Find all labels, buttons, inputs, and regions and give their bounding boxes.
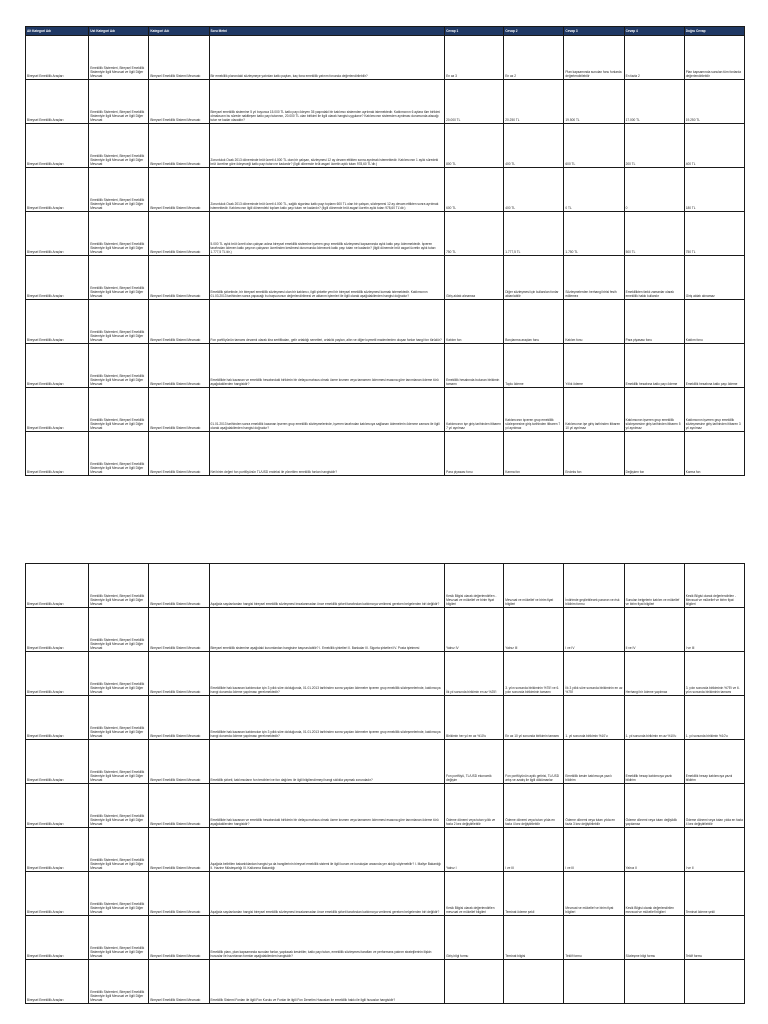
kategori-cell: Bireysel Emeklilik Sistemi Mevzuatı <box>149 916 209 960</box>
kategori-cell: Bireysel Emeklilik Sistemi Mevzuatı <box>149 564 209 608</box>
answer-3-cell: I ve III <box>564 828 624 872</box>
answer-4-cell: Yalnız II <box>624 828 684 872</box>
alt-kategori-cell: Bireysel Emeklilik Araçları <box>26 256 89 300</box>
question-text-cell: Bireysel emeklilik sistemine aşağıdaki kurumlardan hangisine başvurulabilir? I. Emeklilik şirketleri II. Bankalar III. Sigorta şirketleri IV. Posta işletmesi <box>209 608 445 652</box>
kategori-cell: Bireysel Emeklilik Sistemi Mevzuatı <box>149 740 209 784</box>
answer-3-cell: Katılımcının işe giriş tarihinden itibaren 10 yıl ayrılmaz <box>564 388 624 432</box>
answer-3-cell <box>564 960 624 1004</box>
alt-kategori-cell: Bireysel Emeklilik Araçları <box>26 36 89 80</box>
correct-answer-cell: Katılım fonu <box>684 300 744 344</box>
alt-kategori-cell: Bireysel Emeklilik Araçları <box>26 960 89 1004</box>
correct-answer-cell: Plan kapsamında sunulan tüm fonlarda değerlendirilebilir <box>684 36 744 80</box>
table-row <box>26 872 745 916</box>
alt-kategori-cell: Bireysel Emeklilik Araçları <box>26 740 89 784</box>
answer-4-cell: En fazla 2 <box>624 36 684 80</box>
answer-2-cell: Fon portföyünün aylık getirisi, TL/USD artış ve azalış ile ilgili dökümanlar <box>504 740 564 784</box>
answer-1-cell: 800 TL <box>445 124 504 168</box>
answer-4-cell: Sözleşme bilgi formu <box>624 916 684 960</box>
header-row <box>26 27 745 36</box>
alt-kategori-cell: Bireysel Emeklilik Araçları <box>26 388 89 432</box>
alt-kategori-cell: Bireysel Emeklilik Araçları <box>26 344 89 388</box>
question-table-page-2 <box>25 563 745 1004</box>
answer-3-cell: 0 TL <box>564 168 624 212</box>
answer-1-cell: Fon portföyü, TL/USD ekonomik değişim <box>445 740 504 784</box>
kategori-cell: Bireysel Emeklilik Sistemi Mevzuatı <box>149 872 209 916</box>
table-row <box>26 388 745 432</box>
answer-2-cell: Ödeme dönemi veya tutarı yılda en fazla 4 kez değiştirilebilir <box>504 784 564 828</box>
question-text-cell: Emeklilikte hak kazanan ve emeklilik hesabındaki birikimin bir defaya mahsus olmak üzere kısmen veya tamamen ödenmesi esasına göre tanımlanan ödeme türü aşağıdakilerden hangisidir? <box>209 344 445 388</box>
kategori-cell: Bireysel Emeklilik Sistemi Mevzuatı <box>149 784 209 828</box>
ust-kategori-cell: Emeklilik Sistemleri, Bireysel Emeklilik Sistemiyle İlgili Mevzuat ve İlgili Diğer Mevzuat <box>89 740 149 784</box>
correct-answer-cell: Teklif formu <box>684 916 744 960</box>
ust-kategori-cell: Emeklilik Sistemleri, Bireysel Emeklilik Sistemiyle İlgili Mevzuat ve İlgili Diğer Mevzuat <box>89 916 149 960</box>
answer-2-cell: 3. yılın sonunda birikiminin %75'i ve 6. yılın sonunda birikiminin tamamı <box>504 652 564 696</box>
alt-kategori-cell: Bireysel Emeklilik Araçları <box>26 828 89 872</box>
answer-3-cell: Yıllık ödeme <box>564 344 624 388</box>
table-row <box>26 652 745 696</box>
correct-answer-cell: 180 TL <box>684 168 744 212</box>
answer-2-cell: 1.777,5 TL <box>504 212 564 256</box>
kategori-cell: Bireysel Emeklilik Sistemi Mevzuatı <box>149 432 209 476</box>
correct-answer-cell: 750 TL <box>684 212 744 256</box>
correct-answer-cell: Emeklilik hesap katılımcıya yazılı bildirim <box>684 740 744 784</box>
answer-1-cell: Birikimin her yıl en az %10'u <box>445 696 504 740</box>
answer-2-cell <box>504 960 564 1004</box>
answer-1-cell: Yalnız I <box>445 828 504 872</box>
answer-4-cell: Para piyasası fonu <box>624 300 684 344</box>
correct-answer-cell: Karma fon <box>684 432 744 476</box>
answer-1-cell: En az 3 <box>445 36 504 80</box>
correct-answer-cell: Teminat ödeme şekli <box>684 872 744 916</box>
answer-3-cell: Plan kapsamında sunulan fonu fonlarda değerlendirilebilir <box>564 36 624 80</box>
correct-answer-cell: 3. yılın sonunda birikiminin %75'i ve 6. yılın sonunda birikiminin tamamı <box>684 652 744 696</box>
answer-1-cell: Emeklilik hesabında bulunan birikimin tamamı <box>445 344 504 388</box>
alt-kategori-cell: Bireysel Emeklilik Araçları <box>26 652 89 696</box>
correct-answer-cell: Ödeme dönemi veya tutarı yılda en fazla 4 kez değiştirilebilir <box>684 784 744 828</box>
answer-4-cell: 0 <box>624 168 684 212</box>
answer-3-cell: Endeks fon <box>564 432 624 476</box>
question-text-cell: Emeklilik şirketi, katılımcıların fon tercihleri ve fon dağılımı ile ilgili bilgilendirmeyi hangi sıklıkla yapmak zorundadır? <box>209 740 445 784</box>
answer-3-cell: 600 TL <box>564 124 624 168</box>
alt-kategori-cell: Bireysel Emeklilik Araçları <box>26 784 89 828</box>
kategori-cell: Bireysel Emeklilik Sistemi Mevzuatı <box>149 344 209 388</box>
answer-4-cell: Kesik Bilgisi olarak değerlendirilen mevzuat ve mükellef bilgileri <box>624 872 684 916</box>
table-row <box>26 696 745 740</box>
question-text-cell: Aşağıda sayılanlardan hangisi bireysel emeklilik sözleşmesi imzalanmadan önce emeklilik şirketi tarafından katılımcıya verilmesi gereken belgelerden biri değildir? <box>209 564 445 608</box>
answer-4-cell: Emeklilik hesabına katkı payı ödeme <box>624 344 684 388</box>
alt-kategori-cell: Bireysel Emeklilik Araçları <box>26 916 89 960</box>
ust-kategori-cell: Emeklilik Sistemleri, Bireysel Emeklilik Sistemiyle İlgili Mevzuat ve İlgili Diğer Mevzuat <box>89 432 149 476</box>
table-row <box>26 256 745 300</box>
answer-2-cell: 400 TL <box>504 124 564 168</box>
kategori-cell: Bireysel Emeklilik Sistemi Mevzuatı <box>149 388 209 432</box>
table-row <box>26 124 745 168</box>
answer-2-cell: I ve III <box>504 828 564 872</box>
dogru-cevap-header: Doğru Cevap <box>684 27 744 36</box>
answer-1-cell: Giriş bilgi formu <box>445 916 504 960</box>
kategori-cell: Bireysel Emeklilik Sistemi Mevzuatı <box>149 80 209 124</box>
answer-3-cell: Teklif formu <box>564 916 624 960</box>
alt-kategori-cell: Bireysel Emeklilik Araçları <box>26 124 89 168</box>
answer-1-cell: Yalnız IV <box>445 608 504 652</box>
answer-3-cell: Emeklilik kesim katılımcıya yazılı bildirim <box>564 740 624 784</box>
question-table-page-1 <box>25 26 745 476</box>
ust-kategori-cell: Emeklilik Sistemleri, Bireysel Emeklilik Sistemiyle İlgili Mevzuat ve İlgili Diğer Mevzuat <box>89 564 149 608</box>
alt-kategori-cell: Bireysel Emeklilik Araçları <box>26 608 89 652</box>
correct-answer-cell: Kesik Bilgisi olarak değerlendirilen - Mevzuat ve mükellef ve birim fiyat bilgileri <box>684 564 744 608</box>
question-text-cell: Net birim değeri fon portföyünün TL/USD endeksi ile yönetilen emeklilik fonları hangisidir? <box>209 432 445 476</box>
ust-kategori-cell: Emeklilik Sistemleri, Bireysel Emeklilik Sistemiyle İlgili Mevzuat ve İlgili Diğer Mevzuat <box>89 696 149 740</box>
kategori-cell: Bireysel Emeklilik Sistemi Mevzuatı <box>149 960 209 1004</box>
correct-answer-cell: 19.250 TL <box>684 80 744 124</box>
correct-answer-cell: I ve III <box>684 608 744 652</box>
question-text-cell: Bireysel emeklilik sistemine 5 yıl boyunca 15.000 TL katkı payı ödeyen 35 yaşındaki bir katılımcı sistemden ayrılmak istemektedir. Katılımcının 6 aylara tüm birikimi olmaksızın bu sürede nakitleşen katkı payı tutarının, 20.000 TL olan birikimi ile ilgili olarak hangisi uygulanır? Katılımcının sistemden ayrılması durumunda alacağı tutar ne kadar olacaktır? <box>209 80 445 124</box>
correct-answer-cell: I ve II <box>684 828 744 872</box>
answer-1-cell: Ödeme dönemi veya tutarı yıllık ve fazla 2 kez değiştirilebilir <box>445 784 504 828</box>
alt-kategori-cell: Bireysel Emeklilik Araçları <box>26 432 89 476</box>
table-row <box>26 300 745 344</box>
table-row <box>26 740 745 784</box>
answer-3-cell: Ödeme dönemi veya tutarı yılda en fazla 3 kez değiştirilebilir <box>564 784 624 828</box>
answer-1-cell: Katılım fon <box>445 300 504 344</box>
alt-kategori-cell: Bireysel Emeklilik Araçları <box>26 80 89 124</box>
answer-2-cell: 400 TL <box>504 168 564 212</box>
ust-kategori-cell: Emeklilik Sistemleri, Bireysel Emeklilik Sistemiyle İlgili Mevzuat ve İlgili Diğer Mevzuat <box>89 784 149 828</box>
question-text-cell: Bir emeklilik planındaki sözleşmeye yatırılan katkı payları, kaç fona emeklilik yatırım fonunda değerlendirilebilir? <box>209 36 445 80</box>
soru-metni-header: Soru Metni <box>209 27 445 36</box>
answer-4-cell: Emeklilikten farklı zamanlar olarak emeklilik hakkı kullanılır <box>624 256 684 300</box>
alt-kategori-header: Alt Kategori Adı <box>26 27 89 36</box>
answer-1-cell: Kesik Bilgisi olarak değerlendirilen - Mevzuat ve mükellef ve birim fiyat bilgileri <box>445 564 504 608</box>
answer-3-cell: Katılım fonu <box>564 300 624 344</box>
alt-kategori-cell: Bireysel Emeklilik Araçları <box>26 300 89 344</box>
answer-2-cell: Mevzuat ve mükellef ve birim fiyat bilgileri <box>504 564 564 608</box>
answer-2-cell: En az 10 yıl sonunda birikimin tamamı <box>504 696 564 740</box>
answer-3-cell: İlk 3 yıllık süre sonunda birikiminin en az %75'i <box>564 652 624 696</box>
sheet2-body <box>26 564 745 1004</box>
answer-2-cell: Yalnız III <box>504 608 564 652</box>
question-text-cell: Aşağıda belirtilen bakanlıklardan hangisi ya da hangilerinin bireysel emeklilik sistemi ile ilgili kurum ve kuruluşlar arasında yer aldığı söylenebilir? I. Maliye Bakanlığı II. Hazine Müsteşarlığı III. Kalkınma Bakanlığı <box>209 828 445 872</box>
ust-kategori-cell: Emeklilik Sistemleri, Bireysel Emeklilik Sistemiyle İlgili Mevzuat ve İlgili Diğer Mevzuat <box>89 256 149 300</box>
kategori-header: Kategori Adı <box>149 27 209 36</box>
kategori-cell: Bireysel Emeklilik Sistemi Mevzuatı <box>149 124 209 168</box>
answer-1-cell: Giriş aidatı alınamaz <box>445 256 504 300</box>
answer-1-cell: Kesik Bilgisi olarak değerlendirilen mevzuat ve mükellef bilgileri <box>445 872 504 916</box>
alt-kategori-cell: Bireysel Emeklilik Araçları <box>26 696 89 740</box>
answer-1-cell: Katılımcının işe giriş tarihinden itibaren 7 yıl ayrılmaz <box>445 388 504 432</box>
correct-answer-cell: 1. yıl sonunda birikimin %10'u <box>684 696 744 740</box>
table-row <box>26 564 745 608</box>
cevap-2-header: Cevap 2 <box>504 27 564 36</box>
answer-4-cell: Sunulan belgelerin katılım ve mükellef ve birim fiyat bilgileri <box>624 564 684 608</box>
question-text-cell: 5.000 TL aylık brüt ücreti olan çalışan adına bireysel emeklilik sistemine işveren grup emeklilik sözleşmesi kapsamında aylık katkı payı ödenmektedir. İşveren tarafından ödenen katkı payının çalışanın ücretinden kesilmesi durumunda ödenecek katkı payı tutarı ne kadardır? (İlgili dönemde brüt asgari ücretin aylık tutarı 1.777,5 TL'dir.) <box>209 212 445 256</box>
ust-kategori-cell: Emeklilik Sistemleri, Bireysel Emeklilik Sistemiyle İlgili Mevzuat ve İlgili Diğer Mevzuat <box>89 388 149 432</box>
table-row <box>26 608 745 652</box>
alt-kategori-cell: Bireysel Emeklilik Araçları <box>26 872 89 916</box>
answer-2-cell: Borçlanma araçları fonu <box>504 300 564 344</box>
answer-2-cell: Karma fon <box>504 432 564 476</box>
question-text-cell: Zorunluluk Ocak 2013 döneminde brüt ücreti 4.000 TL, sağlık sigortası katkı payı toplamı 600 TL olan bir çalışan, sözleşmesi 12 ay devam ettikten sonra ayrılmak istemektedir. Katılımcının ilgili dönemdeki toplam katkı payı tutarı ne kadardır? (İlgili dönemde brüt asgari ücretin aylık tutarı 978,60 TL'dir.) <box>209 168 445 212</box>
ust-kategori-cell: Emeklilik Sistemleri, Bireysel Emeklilik Sistemiyle İlgili Mevzuat ve İlgili Diğer Mevzuat <box>89 124 149 168</box>
question-text-cell: Emeklilikte hak kazanan ve emeklilik hesabındaki birikimin bir defaya mahsus olmak üzere kısmen veya tamamen ödenmesi esasına göre tanımlanan ödeme türü aşağıdakilerden hangisidir? <box>209 784 445 828</box>
ust-kategori-cell: Emeklilik Sistemleri, Bireysel Emeklilik Sistemiyle İlgili Mevzuat ve İlgili Diğer Mevzuat <box>89 212 149 256</box>
question-text-cell: Emeklilik planı, plan kapsamında sunulan fonlar, yapılacak kesintiler, katkı payı tutarı, emeklilik sözleşmesi tarafları ve performans yatırım stratejilerinin ilişkin hususlar ile hazırlanan formlar aşağıdakilerden hangisidir? <box>209 916 445 960</box>
answer-2-cell: Diğer sözleşmesi için kullanılan fonlar aktarılabilir <box>504 256 564 300</box>
sheet1-body <box>26 36 745 476</box>
table-row <box>26 960 745 1004</box>
alt-kategori-cell: Bireysel Emeklilik Araçları <box>26 168 89 212</box>
answer-4-cell: II ve IV <box>624 608 684 652</box>
kategori-cell: Bireysel Emeklilik Sistemi Mevzuatı <box>149 828 209 872</box>
question-text-cell: Emeklilikte hak kazanan katılımcılar için 3 yıllık süre dolduğunda, 01.01.2013 tarihinden sonra yapılan ödemeler işveren grup emeklilik sözleşmelerinde, katılımcıya hangi durumda ödeme yapılması gerekmektedir? <box>209 652 445 696</box>
answer-1-cell: 20.000 TL <box>445 80 504 124</box>
answer-4-cell <box>624 960 684 1004</box>
cevap-1-header: Cevap 1 <box>445 27 504 36</box>
table-row <box>26 212 745 256</box>
kategori-cell: Bireysel Emeklilik Sistemi Mevzuatı <box>149 212 209 256</box>
correct-answer-cell: 400 TL <box>684 124 744 168</box>
table-row <box>26 916 745 960</box>
question-text-cell: Emeklilik Sistemi Fonları ile ilgili Fon Kurulu ve Fonlar ile ilgili Fon Denetim Hususları ile emeklilik hakkı ile ilgili hususlar hangisidir? <box>209 960 445 1004</box>
answer-4-cell: Emeklilik hesap katılımcıya yazılı bildirim <box>624 740 684 784</box>
kategori-cell: Bireysel Emeklilik Sistemi Mevzuatı <box>149 652 209 696</box>
kategori-cell: Bireysel Emeklilik Sistemi Mevzuatı <box>149 36 209 80</box>
kategori-cell: Bireysel Emeklilik Sistemi Mevzuatı <box>149 256 209 300</box>
answer-4-cell: 500 TL <box>624 212 684 256</box>
question-text-cell: Emeklilikte hak kazanan katılımcılar için 3 yıllık süre dolduğunda, 01.01.2013 tarihinden sonra yapılan ödemeler işveren grup emeklilik sözleşmelerinde, katılımcıya hangi durumda ödeme yapılması gerekmektedir? <box>209 696 445 740</box>
answer-3-cell: 19.500 TL <box>564 80 624 124</box>
table-row <box>26 784 745 828</box>
answer-2-cell: Toplu ödeme <box>504 344 564 388</box>
answer-4-cell: Ödeme dönemi veya tutarı değişiklik yapılamaz <box>624 784 684 828</box>
table-row <box>26 36 745 80</box>
correct-answer-cell: Katılımcının işveren grup emeklilik sözleşmesine giriş tarihinden itibaren 3 yıl ayrılmaz <box>684 388 744 432</box>
question-text-cell: Aşağıda sayılanlardan hangisi bireysel emeklilik sözleşmesi imzalanmadan önce emeklilik şirketi tarafından katılımcıya verilmesi gereken belgelerden biri değildir? <box>209 872 445 916</box>
ust-kategori-cell: Emeklilik Sistemleri, Bireysel Emeklilik Sistemiyle İlgili Mevzuat ve İlgili Diğer Mevzuat <box>89 300 149 344</box>
table-row <box>26 344 745 388</box>
answer-3-cell: İndirimde geçilebilecek paranın ve risk bildirim formu <box>564 564 624 608</box>
table-row <box>26 168 745 212</box>
answer-2-cell: 20.250 TL <box>504 80 564 124</box>
answer-2-cell: Katılımcının işveren grup emeklilik sözleşmesine giriş tarihinden itibaren 7 yıl ayrılmaz <box>504 388 564 432</box>
ust-kategori-cell: Emeklilik Sistemleri, Bireysel Emeklilik Sistemiyle İlgili Mevzuat ve İlgili Diğer Mevzuat <box>89 828 149 872</box>
question-text-cell: Zorunluluk Ocak 2013 döneminde brüt ücreti 4.000 TL olan bir çalışan, sözleşmesi 12 ay devam ettikten sonra ayrılmak istemektedir. Katılımcının 1 aylık süredeki brüt ücretine göre ödeyeceği katkı payı tutarı ne kadardır? (İlgili dönemde brüt asgari ücretin aylık tutarı 978,60 TL'dir.) <box>209 124 445 168</box>
alt-kategori-cell: Bireysel Emeklilik Araçları <box>26 212 89 256</box>
answer-3-cell: Sözleşmelerden herhangi birisi fesih edilemez <box>564 256 624 300</box>
ust-kategori-cell: Emeklilik Sistemleri, Bireysel Emeklilik Sistemiyle İlgili Mevzuat ve İlgili Diğer Mevzuat <box>89 36 149 80</box>
answer-3-cell: 1. yıl sonunda birikimin %10'u <box>564 696 624 740</box>
kategori-cell: Bireysel Emeklilik Sistemi Mevzuatı <box>149 608 209 652</box>
answer-4-cell: 17.000 TL <box>624 80 684 124</box>
answer-4-cell: Herhangi bir ödeme yapılmaz <box>624 652 684 696</box>
ust-kategori-cell: Emeklilik Sistemleri, Bireysel Emeklilik Sistemiyle İlgili Mevzuat ve İlgili Diğer Mevzuat <box>89 344 149 388</box>
answer-3-cell: 1.750 TL <box>564 212 624 256</box>
cevap-3-header: Cevap 3 <box>564 27 624 36</box>
answer-4-cell: 1. yıl sonunda birikimin en az %10'u <box>624 696 684 740</box>
answer-2-cell: Teminat bilgisi <box>504 916 564 960</box>
answer-1-cell: 600 TL <box>445 168 504 212</box>
answer-4-cell: Değişken fon <box>624 432 684 476</box>
answer-1-cell: 750 TL <box>445 212 504 256</box>
answer-1-cell <box>445 960 504 1004</box>
answer-4-cell: Katılımcının işveren grup emeklilik sözleşmesine giriş tarihinden itibaren 5 yıl ayrılmaz <box>624 388 684 432</box>
correct-answer-cell: Emeklilik hesabına katkı payı ödeme <box>684 344 744 388</box>
answer-1-cell: İlk yıl sonunda birikimin en az %25'i <box>445 652 504 696</box>
kategori-cell: Bireysel Emeklilik Sistemi Mevzuatı <box>149 300 209 344</box>
question-text-cell: Emeklilik şirketinde, bir bireysel emeklilik sözleşmesi olan bir katılımcı, ilgili şirkette yeni bir bireysel emeklilik sözleşmesi kurmak istemektedir. Katılımcının 01.03.2013 tarihinden sonra yapacağı bu başvurunun değerlendirilmesi ve aktarım işlemleri ile ilgili olarak aşağıdakilerden hangisi doğrudur? <box>209 256 445 300</box>
ust-kategori-cell: Emeklilik Sistemleri, Bireysel Emeklilik Sistemiyle İlgili Mevzuat ve İlgili Diğer Mevzuat <box>89 168 149 212</box>
cevap-4-header: Cevap 4 <box>624 27 684 36</box>
answer-2-cell: En az 2 <box>504 36 564 80</box>
kategori-cell: Bireysel Emeklilik Sistemi Mevzuatı <box>149 168 209 212</box>
table-row <box>26 432 745 476</box>
question-text-cell: Fon portföyünün tamamı devamlı olarak kira sertifikaları, gelir ortaklığı senetleri, ortaklık payları, altın ve diğer kıymetli madenlerden oluşan fonlar hangi fon türüdür? <box>209 300 445 344</box>
alt-kategori-cell: Bireysel Emeklilik Araçları <box>26 564 89 608</box>
table-row <box>26 80 745 124</box>
answer-4-cell: 200 TL <box>624 124 684 168</box>
answer-3-cell: Mevzuat ve mükellef ve birim fiyat bilgileri <box>564 872 624 916</box>
ust-kategori-header: Ust Kategori Adı <box>89 27 149 36</box>
ust-kategori-cell: Emeklilik Sistemleri, Bireysel Emeklilik Sistemiyle İlgili Mevzuat ve İlgili Diğer Mevzuat <box>89 80 149 124</box>
ust-kategori-cell: Emeklilik Sistemleri, Bireysel Emeklilik Sistemiyle İlgili Mevzuat ve İlgili Diğer Mevzuat <box>89 652 149 696</box>
correct-answer-cell: Giriş aidatı alınamaz <box>684 256 744 300</box>
question-text-cell: 01.01.2013 tarihinden sonra emeklilik kazanan işveren grup emeklilik sözleşmelerinde, işveren tarafından katılımcıya sağlanan ödemelerin ödenme zamanı ile ilgili olarak aşağıdakilerden hangisi doğrudur? <box>209 388 445 432</box>
ust-kategori-cell: Emeklilik Sistemleri, Bireysel Emeklilik Sistemiyle İlgili Mevzuat ve İlgili Diğer Mevzuat <box>89 960 149 1004</box>
ust-kategori-cell: Emeklilik Sistemleri, Bireysel Emeklilik Sistemiyle İlgili Mevzuat ve İlgili Diğer Mevzuat <box>89 608 149 652</box>
ust-kategori-cell: Emeklilik Sistemleri, Bireysel Emeklilik Sistemiyle İlgili Mevzuat ve İlgili Diğer Mevzuat <box>89 872 149 916</box>
answer-2-cell: Teminat ödeme şekli <box>504 872 564 916</box>
correct-answer-cell <box>684 960 744 1004</box>
answer-3-cell: I ve IV <box>564 608 624 652</box>
kategori-cell: Bireysel Emeklilik Sistemi Mevzuatı <box>149 696 209 740</box>
answer-1-cell: Para piyasası fonu <box>445 432 504 476</box>
table-row <box>26 828 745 872</box>
